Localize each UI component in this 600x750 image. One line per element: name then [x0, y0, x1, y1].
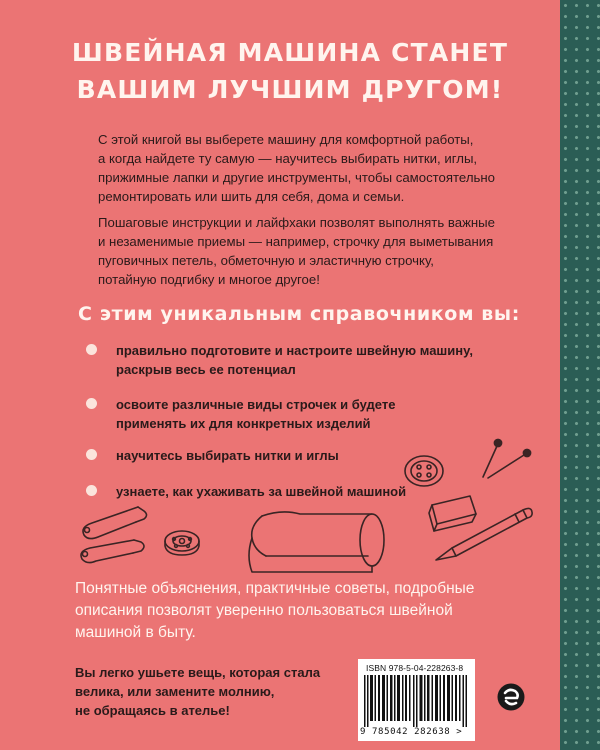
text-line: прижимные лапки и другие инструменты, чтобы самостоятельно [98, 170, 496, 185]
text-line: описания позволят уверенно пользоваться швейной [75, 602, 453, 619]
barcode-bars-icon [364, 675, 469, 727]
fabric-roll-icon [249, 512, 384, 572]
text-line: потайную подгибку и многое другое! [98, 272, 320, 287]
eraser-icon [429, 496, 476, 531]
spine-pattern [560, 0, 600, 750]
sewing-pins-icon [483, 439, 531, 478]
bullet-text: освоите различные виды строчек и будете [116, 397, 396, 412]
isbn-text: ISBN 978-5-04-228263-8 [366, 663, 464, 673]
text-line: Понятные объяснения, практичные советы, подробные [75, 580, 475, 597]
button-icon [405, 456, 443, 486]
text-line: Пошаговые инструкции и лайфхаки позволят выполнять важные [98, 215, 495, 230]
bullet-text: правильно подготовите и настроите швейную машину, [116, 343, 473, 358]
text-line: велика, или замените молнию, [75, 684, 275, 699]
bold-paragraph [75, 663, 345, 720]
barcode [358, 659, 475, 741]
text-line: и незаменимые приемы — например, строчку для выметывания [98, 234, 494, 249]
ean-digits: 9 785042 282638 > [360, 727, 463, 737]
safety-pins-icon [81, 507, 147, 563]
text-line: ремонтировать или шить для себя, дома и семьи. [98, 189, 405, 204]
text-line: пуговичных петель, обметочную и эластичную строчку, [98, 253, 434, 268]
bullet-text: узнаете, как ухаживать за швейной машиной [116, 484, 407, 499]
closing-paragraph [75, 578, 515, 644]
text-line: машиной в быту. [75, 624, 196, 641]
bullet-text: раскрыв весь ее потенциал [116, 362, 296, 377]
bobbin-icon [165, 531, 199, 555]
text-line: а когда найдете ту самую — научитесь выбирать нитки, иглы, [98, 151, 478, 166]
text-line: не обращаясь в ателье! [75, 703, 230, 718]
headline-line: ВАШИМ ЛУЧШИМ ДРУГОМ! [76, 75, 504, 104]
bullet-text: применять их для конкретных изделий [116, 416, 371, 431]
pencil-icon [436, 508, 532, 560]
headline-line: ШВЕЙНАЯ МАШИНА СТАНЕТ [71, 38, 509, 67]
subheading: С этим уникальным справочником вы: [78, 303, 520, 325]
text-line: Вы легко ушьете вещь, которая стала [75, 665, 321, 680]
text-line: С этой книгой вы выберете машину для комфортной работы, [98, 132, 474, 147]
bullet-text: научитесь выбирать нитки и иглы [116, 448, 339, 463]
eksmo-logo-icon [497, 683, 525, 711]
